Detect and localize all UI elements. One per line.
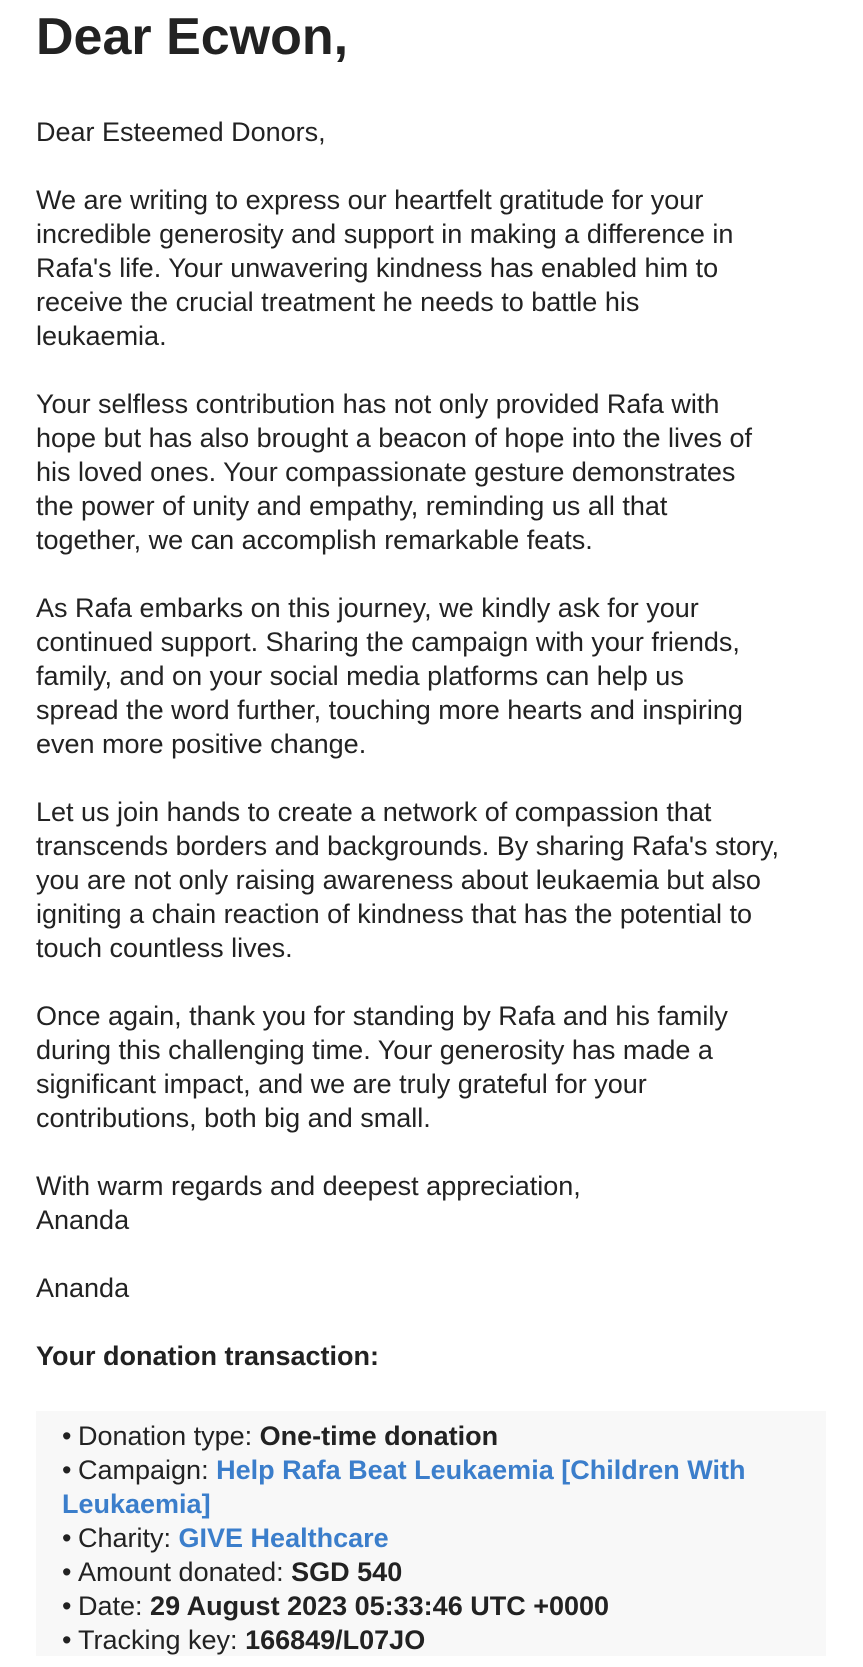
- charity-label: Charity:: [78, 1523, 179, 1553]
- paragraph-line: contributions, both big and small.: [36, 1103, 431, 1133]
- transaction-details-list: [62, 1419, 826, 1657]
- campaign-link-line1: Help Rafa Beat Leukaemia [Children With: [216, 1455, 746, 1485]
- paragraph-sharing: [36, 591, 836, 761]
- paragraph-line: spread the word further, touching more hearts and inspiring: [36, 695, 743, 725]
- letter-body: [36, 115, 836, 1407]
- paragraph-line: incredible generosity and support in making a difference in: [36, 219, 734, 249]
- paragraph-gratitude: [36, 183, 836, 353]
- bullet-icon: •: [62, 1591, 72, 1621]
- paragraph-thanks: [36, 999, 836, 1135]
- signature-block: [36, 1271, 836, 1305]
- paragraph-line: As Rafa embarks on this journey, we kindly ask for your: [36, 593, 699, 623]
- paragraph-line: Once again, thank you for standing by Rafa and his family: [36, 1001, 728, 1031]
- greeting-heading: Dear Ecwon,: [36, 8, 349, 66]
- signature-name: Ananda: [36, 1205, 130, 1235]
- bullet-icon: •: [62, 1625, 72, 1655]
- charity-link[interactable]: GIVE Healthcare: [178, 1523, 389, 1553]
- transaction-title: Your donation transaction:: [36, 1341, 379, 1371]
- paragraph-compassion: [36, 795, 836, 965]
- tracking-key-value: 166849/L07JO: [245, 1625, 426, 1655]
- closing-block: [36, 1169, 836, 1237]
- bullet-icon: •: [62, 1421, 72, 1451]
- amount-value: SGD 540: [291, 1557, 403, 1587]
- paragraph-line: Rafa's life. Your unwavering kindness has enabled him to: [36, 253, 719, 283]
- paragraph-line: Your selfless contribution has not only provided Rafa with: [36, 389, 720, 419]
- date-label: Date:: [78, 1591, 151, 1621]
- salutation: [36, 115, 836, 149]
- paragraph-line: receive the crucial treatment he needs to battle his: [36, 287, 640, 317]
- paragraph-line: during this challenging time. Your generosity has made a: [36, 1035, 713, 1065]
- salutation-text: Dear Esteemed Donors,: [36, 117, 326, 147]
- date-value: 29 August 2023 05:33:46 UTC +0000: [150, 1591, 610, 1621]
- bullet-icon: •: [62, 1557, 72, 1587]
- amount-label: Amount donated:: [78, 1557, 292, 1587]
- paragraph-line: even more positive change.: [36, 729, 367, 759]
- paragraph-contribution: [36, 387, 836, 557]
- bullet-icon: •: [62, 1523, 72, 1553]
- paragraph-line: the power of unity and empathy, reminding us all that: [36, 491, 668, 521]
- campaign-item: [62, 1453, 826, 1487]
- signature-name-repeat: Ananda: [36, 1273, 130, 1303]
- charity-item: [62, 1521, 826, 1555]
- campaign-item-continued: [62, 1487, 826, 1521]
- amount-item: [62, 1555, 826, 1589]
- paragraph-line: family, and on your social media platforms can help us: [36, 661, 684, 691]
- campaign-link[interactable]: [216, 1455, 745, 1485]
- paragraph-line: leukaemia.: [36, 321, 167, 351]
- paragraph-line: continued support. Sharing the campaign with your friends,: [36, 627, 740, 657]
- tracking-key-item: [62, 1623, 826, 1657]
- date-item: [62, 1589, 826, 1623]
- bullet-icon: •: [62, 1455, 72, 1485]
- paragraph-line: Let us join hands to create a network of compassion that: [36, 797, 712, 827]
- paragraph-line: together, we can accomplish remarkable feats.: [36, 525, 593, 555]
- paragraph-line: We are writing to express our heartfelt gratitude for your: [36, 185, 704, 215]
- donation-type-item: [62, 1419, 826, 1453]
- campaign-link-line2: Leukaemia]: [62, 1489, 211, 1519]
- paragraph-line: touch countless lives.: [36, 933, 293, 963]
- transaction-details-box: [36, 1411, 826, 1656]
- donation-type-label: Donation type:: [78, 1421, 260, 1451]
- paragraph-line: hope but has also brought a beacon of hope into the lives of: [36, 423, 753, 453]
- paragraph-line: igniting a chain reaction of kindness that has the potential to: [36, 899, 752, 929]
- closing-text: With warm regards and deepest appreciation,: [36, 1171, 581, 1201]
- paragraph-line: transcends borders and backgrounds. By sharing Rafa's story,: [36, 831, 780, 861]
- paragraph-line: you are not only raising awareness about leukaemia but also: [36, 865, 761, 895]
- tracking-key-label: Tracking key:: [78, 1625, 246, 1655]
- campaign-label: Campaign:: [78, 1455, 217, 1485]
- paragraph-line: his loved ones. Your compassionate gesture demonstrates: [36, 457, 736, 487]
- campaign-link-continued[interactable]: [62, 1489, 211, 1519]
- donation-type-value: One-time donation: [259, 1421, 499, 1451]
- paragraph-line: significant impact, and we are truly grateful for your: [36, 1069, 647, 1099]
